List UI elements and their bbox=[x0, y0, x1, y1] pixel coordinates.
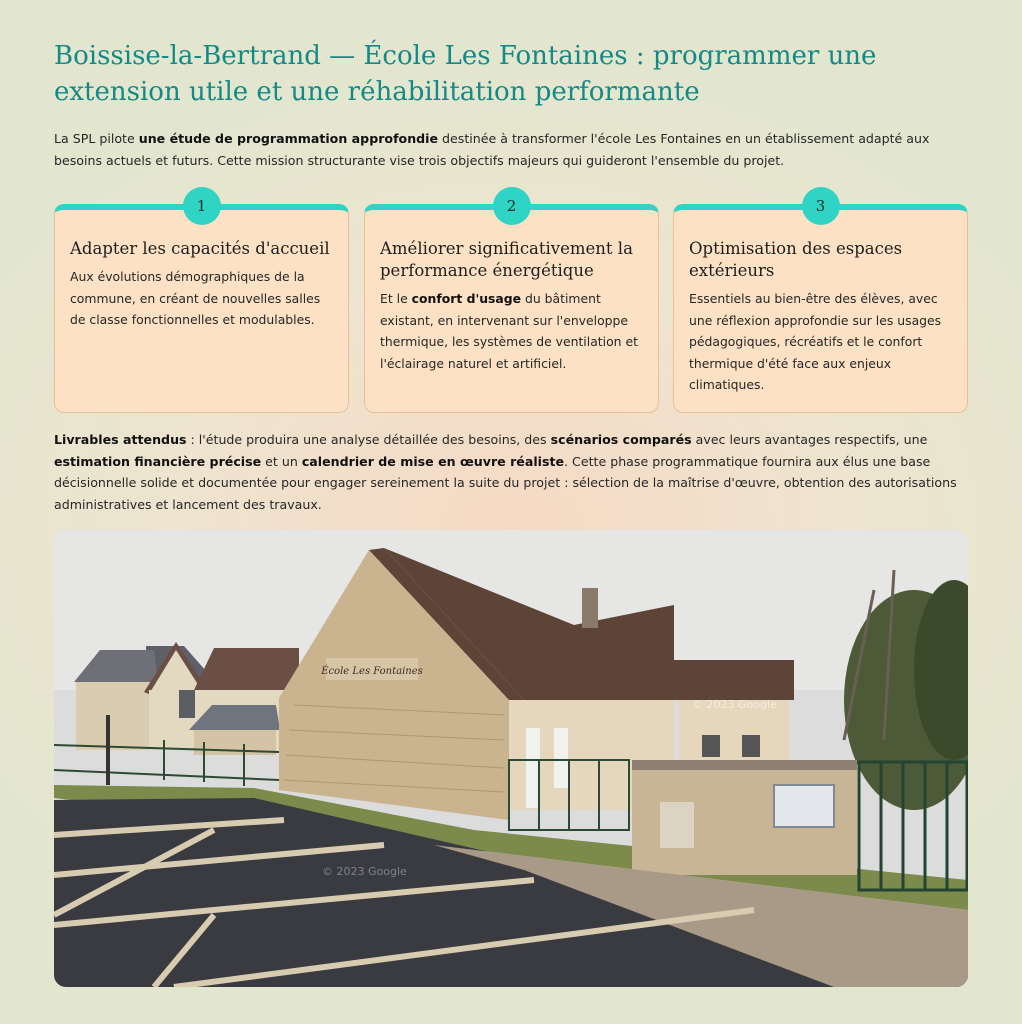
objective-text bbox=[689, 288, 952, 396]
objective-text-part: Aux évolutions démographiques de la commune, en créant de nouvelles salles de classe fonctionnelles et modulables. bbox=[70, 269, 321, 327]
intro-text: La SPL pilote bbox=[54, 131, 139, 146]
objective-card-2 bbox=[364, 197, 659, 413]
street-lamp bbox=[106, 715, 110, 785]
deliverables-text: : l'étude produira une analyse détaillée des besoins, des bbox=[186, 432, 551, 447]
school-photo-illustration bbox=[54, 530, 968, 987]
objective-card-3 bbox=[673, 197, 968, 413]
objective-text-part: du bâtiment existant, en intervenant sur l'enveloppe thermique, les systèmes de ventilation et l'éclairage naturel et artificiel. bbox=[380, 291, 638, 371]
objective-card-1 bbox=[54, 197, 349, 413]
deliverables-emphasis: scénarios comparés bbox=[550, 432, 692, 447]
photo-watermark: © 2023 Google bbox=[322, 865, 407, 878]
deliverables-label: Livrables attendus bbox=[54, 432, 187, 447]
objective-text-part: Et le bbox=[380, 291, 412, 306]
intro-text: destinée à transformer l'école Les Fontaines en un établissement adapté aux besoins actuels et futurs. Cette mission structurante vise trois objectifs majeurs qui guideront l'ensemble du projet. bbox=[54, 131, 930, 168]
step-badge-3: 3 bbox=[802, 187, 840, 225]
deliverables-emphasis: estimation financière précise bbox=[54, 453, 262, 469]
intro-paragraph bbox=[54, 128, 974, 171]
step-badge-2: 2 bbox=[493, 187, 531, 225]
intro-emphasis: une étude de programmation approfondie bbox=[138, 131, 439, 146]
stone-wall bbox=[632, 760, 857, 875]
page-title: Boissise-la-Bertrand — École Les Fontaines : programmer une extension utile et une réhabilitation performante bbox=[54, 41, 877, 107]
deliverables-text: et un bbox=[261, 453, 302, 469]
photo-watermark: © 2023 Google bbox=[692, 698, 777, 711]
deliverables-text: . Cette phase programmatique fournira aux élus une base décisionnelle solide et documentée pour engager sereinement la suite du projet : sélection de la maîtrise d'œuvre, obtention des autorisations administratives et lancement des travaux. bbox=[54, 453, 957, 512]
deliverables-paragraph bbox=[54, 429, 974, 515]
deliverables-text: avec leurs avantages respectifs, une bbox=[691, 432, 928, 447]
building-sign: École Les Fontaines bbox=[321, 666, 423, 677]
objective-text-part: Essentiels au bien-être des élèves, avec une réflexion approfondie sur les usages pédagogiques, récréatifs et le confort thermique d'été face aux enjeux climatiques. bbox=[689, 291, 942, 392]
deliverables-emphasis: calendrier de mise en œuvre réaliste bbox=[301, 453, 565, 469]
objective-title: Améliorer significativement la performance énergétique bbox=[380, 239, 633, 280]
objective-title: Optimisation des espaces extérieurs bbox=[689, 239, 903, 280]
objective-emphasis: confort d'usage bbox=[411, 291, 522, 306]
objective-text bbox=[380, 288, 643, 374]
school-photo bbox=[54, 530, 968, 987]
objective-text bbox=[70, 266, 333, 331]
step-badge-1: 1 bbox=[183, 187, 221, 225]
objective-title: Adapter les capacités d'accueil bbox=[70, 239, 330, 258]
